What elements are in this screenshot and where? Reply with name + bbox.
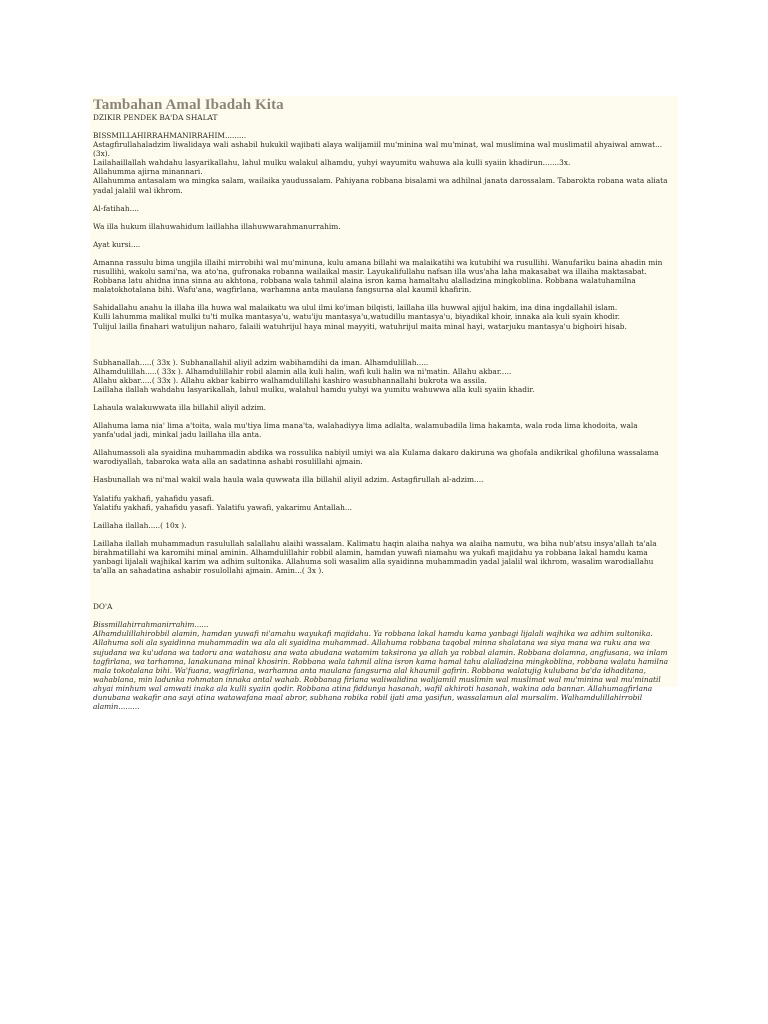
document-page [90, 96, 678, 712]
text-line: Laillaha ilallah muhammadun rasulullah salallahu alaihi wassalam. Kalimatu haqin alaiha nahya wa alaiha namutu, wa biha nub'atsu insya'allah ta'ala birahmatillahi wa karomihi minal aminin. Alhamdulillahir robbil alamin, hamdan yuwafi niamahu wa yukafi majidahu ya robbana lakal hamdu kama yanbagi lijalali wajhikal karim wa adhim sultonika. Allahuma soli wasalim alla syaidinna muhammadin yadal jalalil wal ikhrom, wasalim warodiallahu ta'alla an sahadatina ashabir rosulollahi ajmain. Amin...( 3x ). [93, 538, 657, 576]
paragraph [93, 602, 675, 611]
text-line: Hasbunallah wa ni'mal wakil wala haula wala quwwata illa billahil aliyil adzim. Astagfirullah al-adzim.... [93, 475, 484, 485]
paragraph [93, 475, 675, 484]
text-line: Yalatifu yakhafi, yahafidu yasafi. [93, 493, 215, 503]
text-line: Bissmillahirrahmanirrahim...... [93, 620, 209, 630]
text-line: Lailahaillallah wahdahu lasyarikallahu, lahul mulku walakul alhamdu, yuhyi wayumitu wahuwa ala kulli syaiin khadirun.......3x. [93, 158, 571, 168]
text-line: Allahumassoli ala syaidina muhammadin abdika wa rossulika nabiyil umiyi wa ala Kulama dakaro dakiruna wa ghofala andikrikal ghofiluna wassalama warodiyallah, tabaroka wata alla an sadatinna ashabi rosulillahi ajmain. [93, 448, 659, 467]
paragraph [93, 403, 675, 412]
text-line: Laillaha ilallah wahdahu lasyarikallah, lahul mulku, walahul hamdu yuhyi wa yumitu wahuwwa alla kuli syaiin khadir. [93, 384, 535, 394]
document-body [93, 131, 675, 711]
text-line: Laillaha ilallah.....( 10x ). [93, 520, 187, 530]
text-line: BISSMILLAHIRRAHMANIRRAHIM......... [93, 131, 247, 140]
text-line: Alhamdulillahirobbil alamin, hamdan yuwafi ni'amahu wayukafi majidahu. Ya robbana lakal hamdu kama yanbagi lijalali wajhika wa adhim sultonika. Allahuma soli ala syaidinna muhammadin wa ala ali syaidina muhammad. Allahuma robbana taqobal minna shalatana wa siya mana wa ruku ana wa sujudana wa ku'udana wa tadoru ana watahosu ana wata abudana watamim taksirona ya allah ya robbal alamin. Robbana dolamna, angfusana, wa inlam tagfirlana, wa tarhamna, lanakunana minal khosirin. Robbana wala tahmil alina isron kama hamal tahu alalladzina mingkoblina, robbana walatu hamilna mala tokotalana bihi. Wa'fuana, wagfirlana, warhamna anta maulana fangsurna alal khaumil gafirin. Robbana walatujig kulubana ba'da idhaditana, wahablana, min ladunka rohmatan innaka antal wahab. Robbanag firlana waliwalidina walijamiil muslimin wal muslimat wal mu'minina wal mu'minatil ahyai minhum wal amwati inaka ala kulli syaiin qodir. Robbana atina fiddunya hasanah, wafil akhiroti hasanah, wakina ada bannar. Allahumagfirlana dunubana wakafir ana sayi atina watawafana maal abror, subhana robika robil ijati ama yasifun, wassalamun alal mursalim. Walhamdulillahirrobil alamin......... [93, 629, 669, 712]
paragraph [93, 620, 675, 711]
page-title: Tambahan Amal Ibadah Kita [93, 97, 284, 113]
text-line: Subhanallah.....( 33x ). Subhanallahil aliyil adzim wabihamdihi da iman. Alhamdulillah..... [93, 357, 429, 367]
paragraph [93, 303, 675, 330]
paragraph [93, 539, 675, 575]
spacer [93, 340, 675, 358]
text-line: Allahumma ajirna minannari. [93, 167, 203, 177]
text-line: Tulijul lailla finahari watulijun naharo, falaili watuhrijul haya minal mayyiti, watuhrijul maita minal hayi, watarjuku mantasya'u bighoiri hisab. [93, 321, 627, 331]
paragraph [93, 521, 675, 530]
text-line: Allahumma antasalam wa mingka salam, wailaika yaudussalam. Pahiyana robbana bisalami wa adhilnal janata darossalam. Tabarokta robana wata aliata yadal jalalil wal ikhrom. [93, 176, 668, 195]
text-line: Ayat kursi.... [93, 239, 141, 249]
paragraph [93, 240, 675, 249]
text-line: Astagfirullahaladzim liwalidaya wali ashabil hukukil wajibati alaya walijamiil mu'minina wal mu'minat, wal muslimina wal muslimatil ahyaiwal amwat...(3x). [93, 140, 663, 159]
paragraph [93, 421, 675, 439]
text-line: Sahidallahu anahu la illaha illa huwa wal malaikatu wa ulul ilmi ko'iman bilqisti, laillaha illa huwwal ajijul hakim, ina dina ingdallahil islam. [93, 303, 618, 313]
text-line: Lahaula walakuwwata illa billahil aliyil adzim. [93, 402, 266, 412]
text-line: Kulli lahumma malikal mulki tu'ti mulka mantasya'u, watu'iju mantasya'u,watudillu mantasya'u, biyadikal khoir, innaka ala kuli syain khodir. [93, 312, 620, 322]
text-line: Amanna rassulu bima ungjila illaihi mirrobihi wal mu'minuna, kulu amana billahi wa malaikatihi wa kutubihi wa rusullihi. Wanufariku baina ahadin min rusullihi, wakolu sami'na, wa ato'na, gufronaka robanna wailaikal masir. Layukalifullahu nafsan illa wus'aha laha makasabat wa illaiha maktasabat. Robbana latu ahidna inna sinna au akhtona, robbana wala tahmil alaina isron kama hamaltahu alalladzina mingkoblina. Robbana walatuhamilna malatokhotalana bihi. Wafu'ana, wagfirlana, warhamna anta maulana fangsurna alal kaumil khafirin. [93, 257, 663, 295]
text-line: Al-fatihah.... [93, 203, 139, 213]
paragraph [93, 494, 675, 512]
page-subtitle: DZIKIR PENDEK BA'DA SHALAT [93, 113, 218, 122]
paragraph [93, 358, 675, 394]
spacer [93, 584, 675, 602]
paragraph [93, 448, 675, 466]
text-line: Allahu akbar.....( 33x ). Allahu akbar kabirro walhamdulillahi kashiro wasubhannallahi bukrota wa assila. [93, 375, 487, 385]
text-line: Wa illa hukum illahuwahidum laillahha illahuwwarahmanurrahim. [93, 221, 341, 231]
text-line: Yalatifu yakhafi, yahafidu yasafi. Yalatifu yawafi, yakarimu Antallah... [93, 502, 352, 512]
text-line: DO'A [93, 602, 113, 612]
paragraph [93, 258, 675, 294]
text-line: Allahuma lama nia' lima a'toita, wala mu'tiya lima mana'ta, walahadiyya lima adlalta, walamubadila lima hakamta, wala roda lima khodoita, wala yanfa'udal jadi, minkal jadu laillaha illa anta. [93, 421, 638, 440]
paragraph [93, 131, 675, 195]
paragraph [93, 204, 675, 213]
text-line: Alhamdulillah.....( 33x ). Alhamdulillahir robil alamin alla kuli halin, wafi kuli halin wa ni'matin. Allahu akbar..... [93, 366, 512, 376]
paragraph [93, 222, 675, 231]
